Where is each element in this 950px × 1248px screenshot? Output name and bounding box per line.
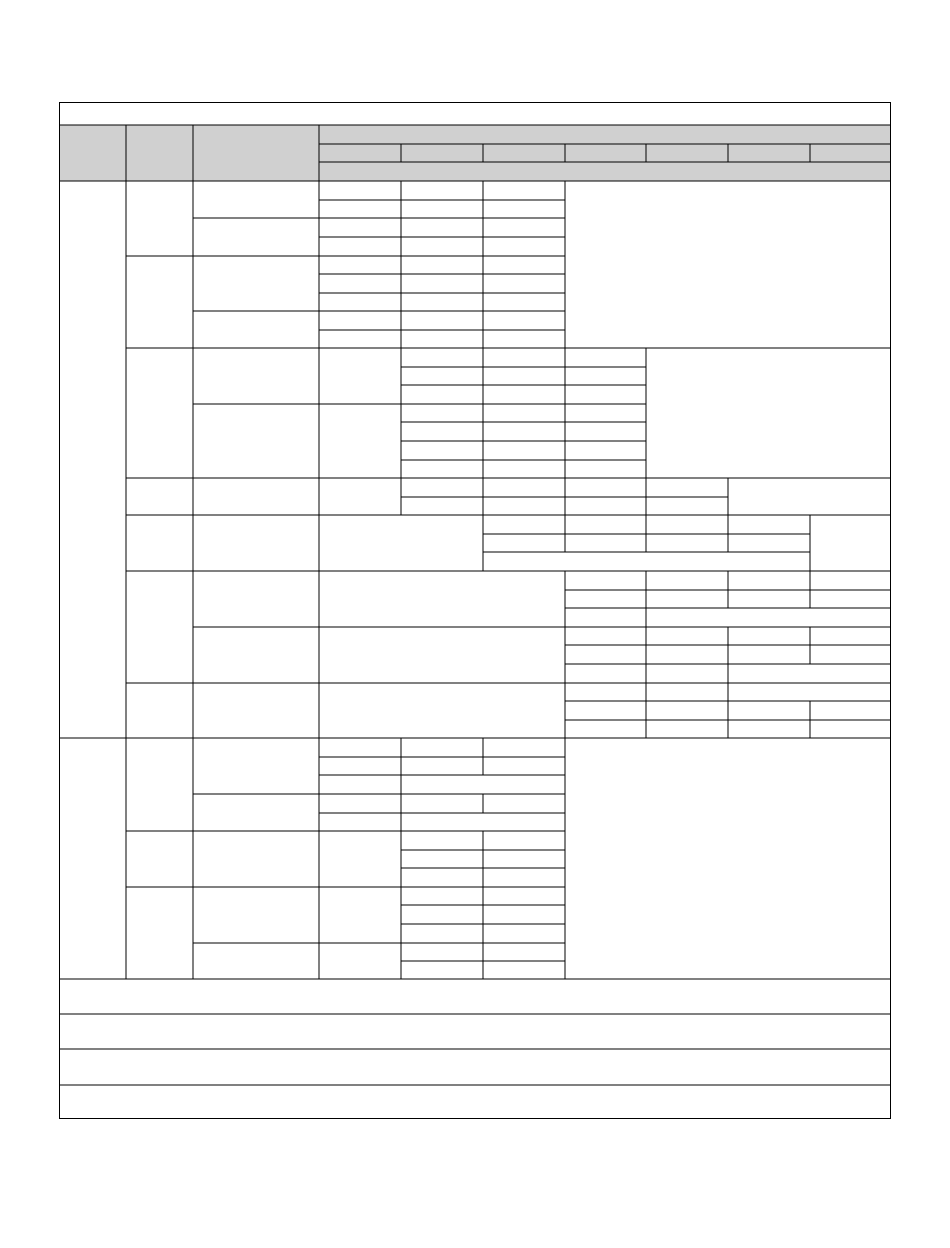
table-frame	[60, 103, 891, 1119]
header-row-shading	[59, 125, 891, 181]
horizontal-rules	[59, 125, 891, 1085]
